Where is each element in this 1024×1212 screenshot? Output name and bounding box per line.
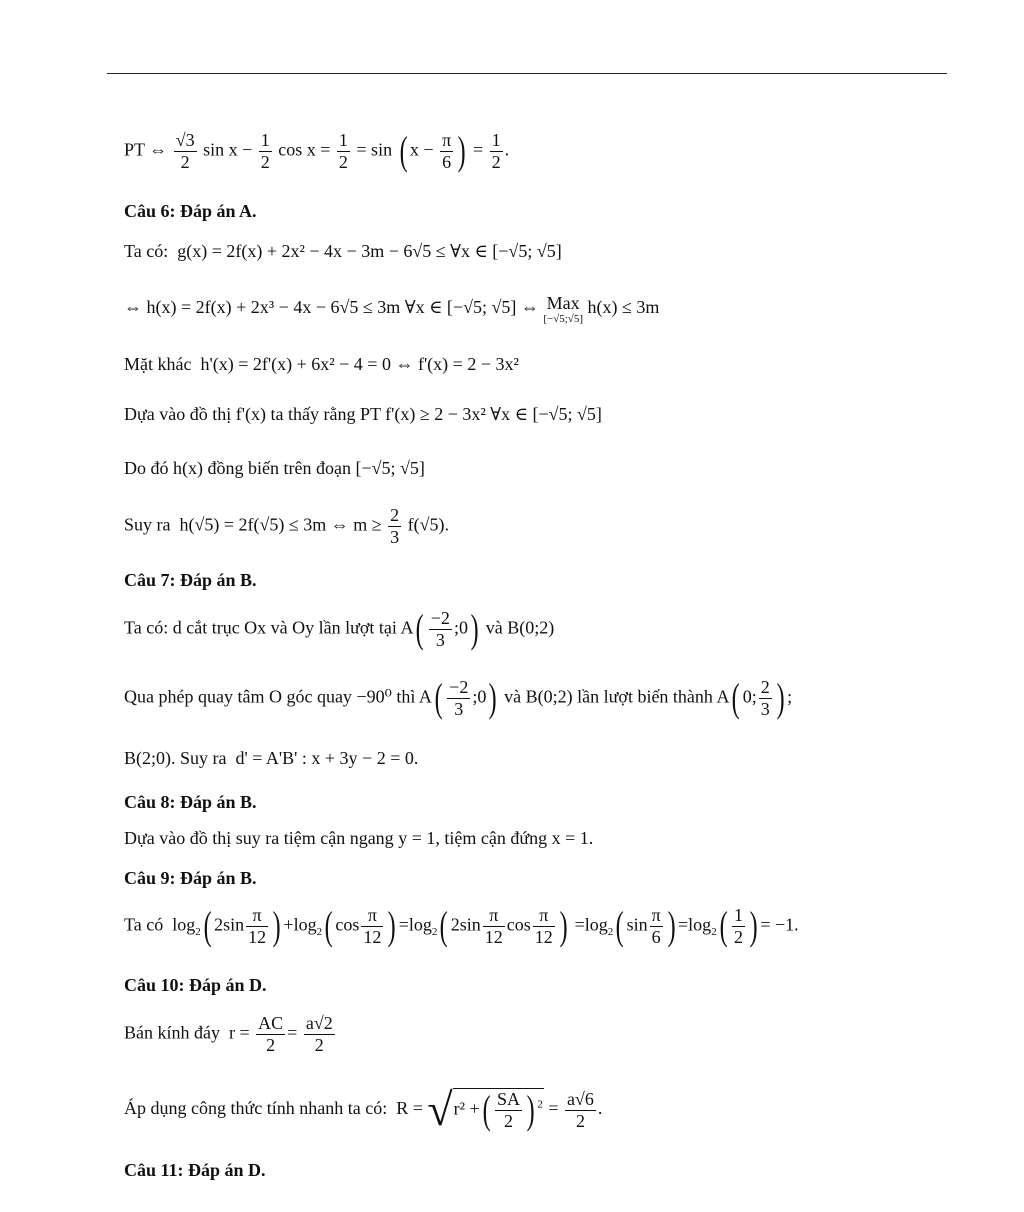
math: −90⁰ [356,686,392,707]
text: sin x − [203,139,253,160]
fraction: $\frac{\pi}{12}$ [534,905,553,947]
text: Dựa vào đồ thị suy ra tiệm cận ngang [124,828,394,848]
q8-line-1 [124,828,593,849]
math: h'(x) = 2f'(x) + 6x² − 4 = 0 ⇔ f'(x) = 2 − 3x² [200,354,519,374]
header-rule [107,73,947,74]
max-operator: Max [−√5;√5] [543,293,583,325]
text: đồng biến trên đoạn [207,458,351,478]
math: B(0;2) [507,617,555,638]
text: Áp dụng công thức tính nhanh ta có: [124,1098,388,1119]
question-6-heading: Câu 6: Đáp án A. [124,201,257,221]
math: B(0;2) [525,686,573,707]
q10-line-2: Áp dụng công thức tính nhanh ta có: R = √r² +( $\frac{SA}{2}$ ) $^2$ = $\frac{a√6}{2}$ . [124,1084,603,1135]
fraction: $\frac{SA}{2}$ [497,1088,521,1131]
math: [−√5; √5] [355,458,425,478]
fraction: $\frac{√3}{2}$ [175,130,195,172]
math: f'(x) [235,404,266,424]
q9-line-1: Ta có $\log_2$( 2sin $\frac{\pi}{12}$ ) $+\log_2$( cos $\frac{\pi}{12}$ ) $=\log_2$( 2sin $\frac{\pi}{12}$ cos $\frac{\pi}{12}$ ) $=\log_2$( sin $\frac{\pi}{6}$ ) $=\log_2$( $\frac{1}{2}$ ) = −1. [124,903,799,949]
q6-line-4 [124,404,602,425]
math: r = [229,1022,250,1043]
math: f(√5). [407,514,450,535]
fraction: $\frac{\pi}{12}$ [363,905,382,947]
question-11-heading: Câu 11: Đáp án D. [124,1160,266,1180]
text: lần lượt biến thành [577,686,713,707]
math: y = 1, [398,828,440,848]
text: PT ⇔ [124,139,168,160]
fraction: $\frac{1}{2}$ [491,130,501,172]
math: B(2;0) [124,748,171,768]
text: . Suy ra [171,748,227,768]
text: Ta có [124,914,164,935]
text: tiệm cận đứng [444,828,548,848]
text: x − [409,139,434,160]
text: thì [396,686,416,707]
question-7-heading: Câu 7: Đáp án B. [124,570,257,590]
math: h(x) ≤ 3m [587,297,660,318]
fraction: $\frac{\pi}{6}$ [651,905,661,947]
text: Dựa vào đồ thị [124,404,232,424]
fraction: $\frac{\pi}{12}$ [248,905,267,947]
text: và [485,617,503,638]
math: h(√5) = 2f(√5) ≤ 3m ⇔ m ≥ [179,514,382,535]
text: Ta có: d cắt trục Ox và Oy lần lượt tại [124,617,397,638]
math: f'(x) ≥ 2 − 3x² ∀x ∈ [−√5; √5] [385,404,602,424]
text: ta thấy rằng PT [270,404,381,424]
text: Mặt khác [124,354,192,374]
q6-line-2 [124,293,659,325]
fraction: $\frac{a√2}{2}$ [305,1013,333,1055]
text: = [472,139,484,160]
math: x = 1. [551,828,594,848]
fraction: $\frac{1}{2}$ [260,130,270,172]
question-10-heading: Câu 10: Đáp án D. [124,975,267,995]
fraction: $\frac{a√6}{2}$ [567,1088,594,1131]
q6-line-1 [124,241,562,262]
text: Qua phép quay tâm O góc quay [124,686,352,707]
text: = sin [356,139,393,160]
fraction: $\frac{-2}{3}$ [449,677,469,719]
fraction: $\frac{AC}{2}$ [258,1013,284,1055]
question-8-heading: Câu 8: Đáp án B. [124,792,257,812]
q6-line-5 [124,458,425,479]
fraction: $\frac{1}{2}$ [338,130,348,172]
math: h(x) [173,458,203,478]
q6-line-6 [124,505,449,547]
q7-line-2: Qua phép quay tâm O góc quay −90⁰ thì A( $\frac{-2}{3}$ ;0) và B(0;2) lần lượt biến thành A( 0; $\frac{2}{3}$ ) ; [124,675,793,721]
fraction: $\frac{-2}{3}$ [430,608,450,650]
math: d' = A'B' : x + 3y − 2 = 0. [235,748,419,768]
text: và [504,686,522,707]
fraction: $\frac{1}{2}$ [734,905,744,947]
fraction: $\frac{\pi}{12}$ [484,905,503,947]
text: Suy ra [124,514,171,535]
math: ⇔ h(x) = 2f(x) + 2x³ − 4x − 6√5 ≤ 3m ∀x ∈ [−√5; √5] ⇔ [124,297,539,318]
equation-line-1: PT ⇔ $\frac{√3}{2}$ sin x − $\frac{1}{2}$ cos x = $\frac{1}{2}$ = sin ( x − $\frac{\pi}{6}$ ) = $\frac{1}{2}$ . [124,128,510,174]
fraction: $\frac{2}{3}$ [390,505,400,547]
text: Bán kính đáy [124,1022,220,1043]
q6-line-3 [124,354,519,375]
q7-line-3 [124,748,418,769]
q10-line-1: Bán kính đáy r = $\frac{AC}{2}$ = $\frac{a√2}{2}$ [124,1013,333,1055]
text: Ta có: [124,241,169,261]
question-9-heading: Câu 9: Đáp án B. [124,868,257,888]
fraction: $\frac{2}{3}$ [760,677,770,719]
fraction: $\frac{\pi}{6}$ [442,130,452,172]
math: R = [396,1098,423,1119]
q7-line-1: Ta có: d cắt trục Ox và Oy lần lượt tại A( $\frac{-2}{3}$ ;0) và B(0;2) [124,606,555,652]
text: Do đó [124,458,169,478]
math: g(x) = 2f(x) + 2x² − 4x − 3m − 6√5 ≤ ∀x ∈ [−√5; √5] [177,241,562,261]
text: cos x = [278,139,331,160]
